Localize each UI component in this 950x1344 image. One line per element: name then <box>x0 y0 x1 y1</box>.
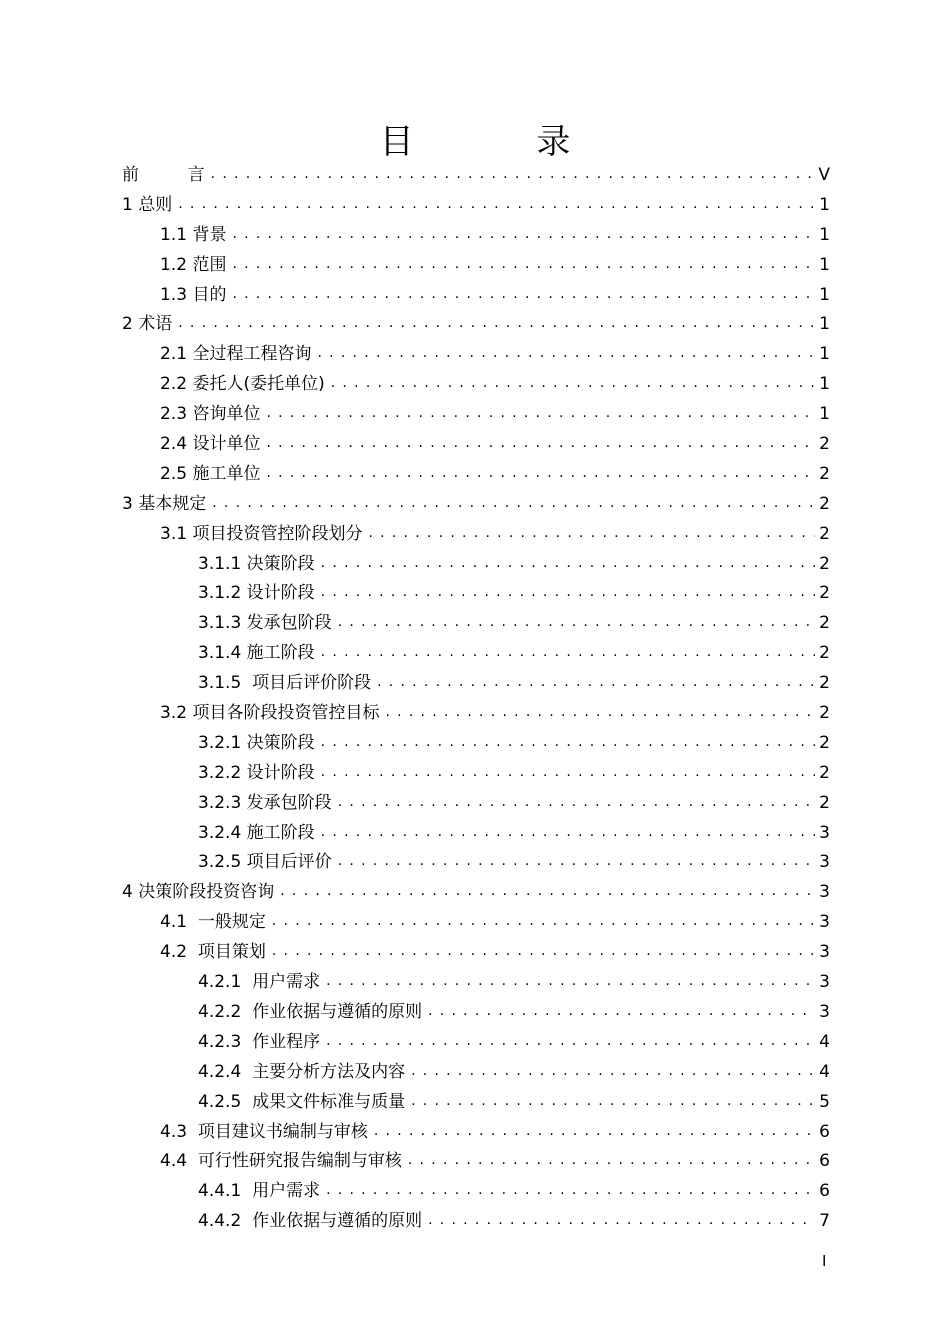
toc-leader-dots <box>377 667 815 698</box>
toc-entry-label: 3.1.3 发承包阶段 <box>198 613 332 634</box>
toc-leader-dots <box>428 996 815 1027</box>
toc-entry-label: 4.2.4 主要分析方法及内容 <box>198 1061 406 1082</box>
toc-entry-label: 1 总则 <box>122 194 173 215</box>
toc-leader-dots <box>411 1086 815 1117</box>
toc-entry[interactable] <box>122 460 830 490</box>
toc-leader-dots <box>338 846 816 877</box>
toc-entry-page: 2 <box>819 463 830 484</box>
toc-entry-label: 4 决策阶段投资咨询 <box>122 882 275 903</box>
toc-leader-dots <box>232 249 815 280</box>
toc-entry[interactable] <box>122 430 830 460</box>
toc-entry-page: 2 <box>819 434 830 455</box>
toc-entry-label: 1.3 目的 <box>160 284 227 305</box>
toc-entry[interactable] <box>122 908 830 938</box>
toc-leader-dots <box>326 1175 815 1206</box>
toc-leader-dots <box>321 637 816 668</box>
toc-entry-page: 3 <box>819 882 830 903</box>
toc-entry-page: 2 <box>819 583 830 604</box>
toc-entry[interactable] <box>122 699 830 729</box>
toc-entry[interactable] <box>122 1147 830 1177</box>
toc-entry-label: 3.1.4 施工阶段 <box>198 643 315 664</box>
toc-entry-label: 4.2.1 用户需求 <box>198 972 321 993</box>
toc-entry-page: 2 <box>819 762 830 783</box>
toc-entry[interactable] <box>122 609 830 639</box>
toc-entry[interactable] <box>122 579 830 609</box>
toc-entry-label: 3.1 项目投资管控阶段划分 <box>160 523 363 544</box>
toc-entry-label: 3.1.2 设计阶段 <box>198 583 315 604</box>
toc-entry-page: 1 <box>819 194 830 215</box>
toc-entry-page: 2 <box>819 643 830 664</box>
toc-entry-label: 3.2.2 设计阶段 <box>198 762 315 783</box>
toc-entry-label: 4.1 一般规定 <box>160 912 266 933</box>
toc-leader-dots <box>272 906 815 937</box>
toc-entry-label: 3.2.3 发承包阶段 <box>198 792 332 813</box>
toc-leader-dots <box>280 876 815 907</box>
toc-entry-page: 2 <box>819 523 830 544</box>
toc-entry-page: 2 <box>819 673 830 694</box>
toc-entry-page: 1 <box>819 344 830 365</box>
toc-entry[interactable] <box>122 1088 830 1118</box>
toc-entry-label: 4.2.3 作业程序 <box>198 1031 321 1052</box>
toc-entry[interactable] <box>122 191 830 221</box>
toc-entry[interactable] <box>122 1177 830 1207</box>
toc-entry[interactable] <box>122 878 830 908</box>
toc-leader-dots <box>411 1056 815 1087</box>
toc-entry-page: 4 <box>819 1031 830 1052</box>
toc-leader-dots <box>331 368 815 399</box>
toc-entry[interactable] <box>122 370 830 400</box>
toc-entry-label: 3 基本规定 <box>122 493 207 514</box>
toc-leader-dots <box>266 458 815 489</box>
toc-leader-dots <box>232 279 815 310</box>
toc-entry-page: 2 <box>819 493 830 514</box>
toc-leader-dots <box>428 1205 815 1236</box>
toc-entry-label: 4.2.5 成果文件标准与质量 <box>198 1091 406 1112</box>
toc-leader-dots <box>212 488 815 519</box>
toc-entry[interactable] <box>122 848 830 878</box>
toc-entry-label: 1.1 背景 <box>160 224 227 245</box>
toc-entry[interactable] <box>122 161 830 191</box>
toc-entry-page: 6 <box>819 1151 830 1172</box>
page-title: 目 录 <box>379 122 627 162</box>
toc-leader-dots <box>321 727 816 758</box>
toc-entry-label: 2 术语 <box>122 314 173 335</box>
toc-entry-label: 4.2 项目策划 <box>160 942 266 963</box>
toc-entry[interactable] <box>122 669 830 699</box>
toc-leader-dots <box>321 817 816 848</box>
toc-entry-label: 4.2.2 作业依据与遵循的原则 <box>198 1001 423 1022</box>
toc-leader-dots <box>321 548 816 579</box>
toc-entry-page: 1 <box>819 284 830 305</box>
table-of-contents <box>122 161 830 1237</box>
toc-leader-dots <box>272 936 815 967</box>
toc-entry[interactable] <box>122 1028 830 1058</box>
toc-entry-page: 3 <box>819 942 830 963</box>
toc-entry-page: 1 <box>819 254 830 275</box>
toc-entry[interactable] <box>122 221 830 251</box>
toc-entry[interactable] <box>122 340 830 370</box>
toc-leader-dots <box>178 308 815 339</box>
toc-entry[interactable] <box>122 1207 830 1237</box>
toc-entry-page: 3 <box>819 852 830 873</box>
toc-leader-dots <box>317 338 815 369</box>
toc-entry-label: 4.4 可行性研究报告编制与审核 <box>160 1151 402 1172</box>
toc-entry[interactable] <box>122 729 830 759</box>
toc-entry-page: 2 <box>819 732 830 753</box>
toc-entry-page: 3 <box>819 972 830 993</box>
toc-leader-dots <box>338 607 816 638</box>
toc-leader-dots <box>368 518 815 549</box>
toc-entry-page: 7 <box>819 1211 830 1232</box>
toc-leader-dots <box>266 428 815 459</box>
toc-entry[interactable] <box>122 281 830 311</box>
toc-entry[interactable] <box>122 400 830 430</box>
toc-entry-page: 2 <box>819 553 830 574</box>
toc-leader-dots <box>321 757 816 788</box>
toc-entry-page: 1 <box>819 404 830 425</box>
toc-entry-label: 2.3 咨询单位 <box>160 404 261 425</box>
toc-entry-page: 4 <box>819 1061 830 1082</box>
toc-entry-page: 6 <box>819 1121 830 1142</box>
toc-entry-page: 1 <box>819 224 830 245</box>
toc-leader-dots <box>374 1116 815 1147</box>
toc-entry-label: 3.1.5 项目后评价阶段 <box>198 673 372 694</box>
page-number: I <box>822 1252 827 1270</box>
toc-leader-dots <box>321 577 816 608</box>
toc-entry-label: 4.3 项目建议书编制与审核 <box>160 1121 368 1142</box>
toc-entry-label: 4.4.2 作业依据与遵循的原则 <box>198 1211 423 1232</box>
toc-entry[interactable] <box>122 520 830 550</box>
toc-leader-dots <box>232 219 815 250</box>
toc-entry[interactable] <box>122 789 830 819</box>
toc-entry[interactable] <box>122 1118 830 1148</box>
toc-leader-dots <box>385 697 815 728</box>
toc-entry[interactable] <box>122 251 830 281</box>
toc-entry-page: 1 <box>819 314 830 335</box>
toc-entry[interactable] <box>122 759 830 789</box>
toc-entry-label: 3.2 项目各阶段投资管控目标 <box>160 703 380 724</box>
toc-entry-label: 1.2 范围 <box>160 254 227 275</box>
toc-leader-dots <box>338 787 816 818</box>
toc-entry-label: 前 言 <box>122 165 205 185</box>
toc-leader-dots <box>408 1145 815 1176</box>
toc-entry[interactable] <box>122 550 830 580</box>
toc-entry-label: 2.4 设计单位 <box>160 434 261 455</box>
toc-entry[interactable] <box>122 490 830 520</box>
toc-entry[interactable] <box>122 998 830 1028</box>
toc-entry-label: 3.1.1 决策阶段 <box>198 553 315 574</box>
toc-leader-dots <box>326 1026 815 1057</box>
toc-entry-page: 1 <box>819 374 830 395</box>
toc-entry[interactable] <box>122 968 830 998</box>
toc-entry-page: V <box>818 165 830 185</box>
toc-leader-dots <box>178 189 815 220</box>
toc-entry-page: 3 <box>819 822 830 843</box>
toc-entry[interactable] <box>122 310 830 340</box>
toc-entry-label: 3.2.4 施工阶段 <box>198 822 315 843</box>
toc-entry-page: 5 <box>819 1091 830 1112</box>
toc-entry-page: 2 <box>819 703 830 724</box>
toc-entry-label: 3.2.1 决策阶段 <box>198 732 315 753</box>
toc-entry-page: 3 <box>819 912 830 933</box>
toc-entry-page: 2 <box>819 613 830 634</box>
toc-leader-dots <box>326 966 815 997</box>
toc-entry[interactable] <box>122 819 830 849</box>
toc-entry-label: 3.2.5 项目后评价 <box>198 852 332 873</box>
toc-entry[interactable] <box>122 1058 830 1088</box>
toc-entry-page: 3 <box>819 1001 830 1022</box>
toc-entry-label: 2.2 委托人(委托单位) <box>160 374 325 395</box>
toc-leader-dots <box>211 159 815 190</box>
toc-entry[interactable] <box>122 938 830 968</box>
toc-leader-dots <box>266 398 815 429</box>
toc-entry[interactable] <box>122 639 830 669</box>
toc-entry-label: 2.5 施工单位 <box>160 463 261 484</box>
toc-entry-label: 2.1 全过程工程咨询 <box>160 344 312 365</box>
toc-entry-page: 6 <box>819 1181 830 1202</box>
toc-entry-page: 2 <box>819 792 830 813</box>
toc-entry-label: 4.4.1 用户需求 <box>198 1181 321 1202</box>
